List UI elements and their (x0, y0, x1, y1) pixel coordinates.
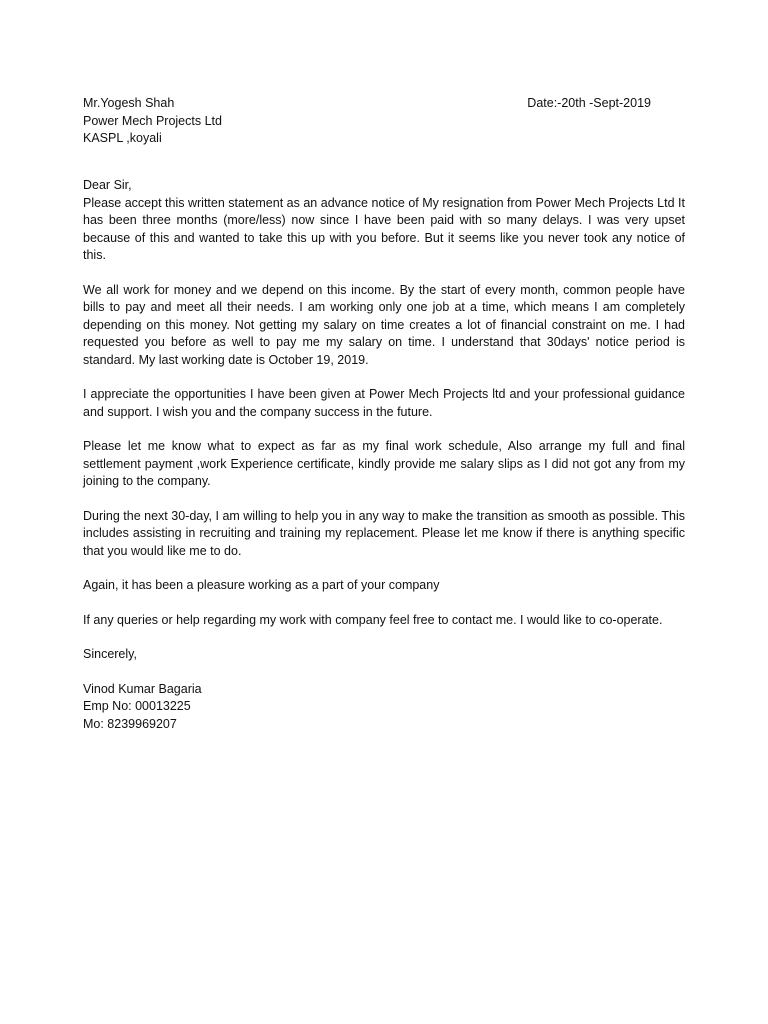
paragraph-resignation-notice: Please accept this written statement as an advance notice of My resignation from Power Mech Projects Ltd It has been three months (more/less) now since I have been paid with so many delays. I was very upset because of this and wanted to take this up with you before. But it seems like you never took any notice of this. (83, 195, 685, 262)
paragraph-transition: During the next 30-day, I am willing to help you in any way to make the transition as smooth as possible. This includes assisting in recruiting and training my replacement. Please let me know if there is anything specific that you would like me to do. (83, 508, 685, 558)
closing: Sincerely, (83, 647, 137, 661)
signature-mobile: Mo: 8239969207 (83, 716, 177, 731)
paragraph-settlement: Please let me know what to expect as far as my final work schedule, Also arrange my full and final settlement payment ,work Experience certificate, kindly provide me salary slips as I did not got any from my joining to the company. (83, 439, 685, 488)
paragraph-contact: If any queries or help regarding my work with company feel free to contact me. I would like to co-operate. (83, 612, 663, 627)
paragraph-appreciation: I appreciate the opportunities I have been given at Power Mech Projects ltd and your professional guidance and support. I wish you and the company success in the future. (83, 387, 685, 419)
recipient-company: Power Mech Projects Ltd (83, 113, 222, 128)
letter-header (83, 95, 685, 149)
paragraph-pleasure: Again, it has been a pleasure working as a part of your company (83, 578, 440, 592)
paragraph-income: We all work for money and we depend on this income. By the start of every month, common people have bills to pay and meet all their needs. I am working only one job at a time, which means I am completely depending on this money. Not getting my salary on time creates a lot of financial constraint on me. I had requested you before as well to pay me my salary on time. I understand that 30days' notice period is standard. My last working date is October 19, 2019. (83, 282, 685, 367)
letter-page (83, 95, 685, 733)
letter-date: Date:-20th -Sept-2019 (527, 96, 651, 110)
signature-block (83, 681, 685, 734)
signature-name: Vinod Kumar Bagaria (83, 681, 202, 696)
salutation: Dear Sir, (83, 178, 132, 192)
recipient-location: KASPL ,koyali (83, 131, 162, 145)
recipient-name: Mr.Yogesh Shah (83, 96, 175, 110)
signature-emp-no: Emp No: 00013225 (83, 699, 191, 713)
